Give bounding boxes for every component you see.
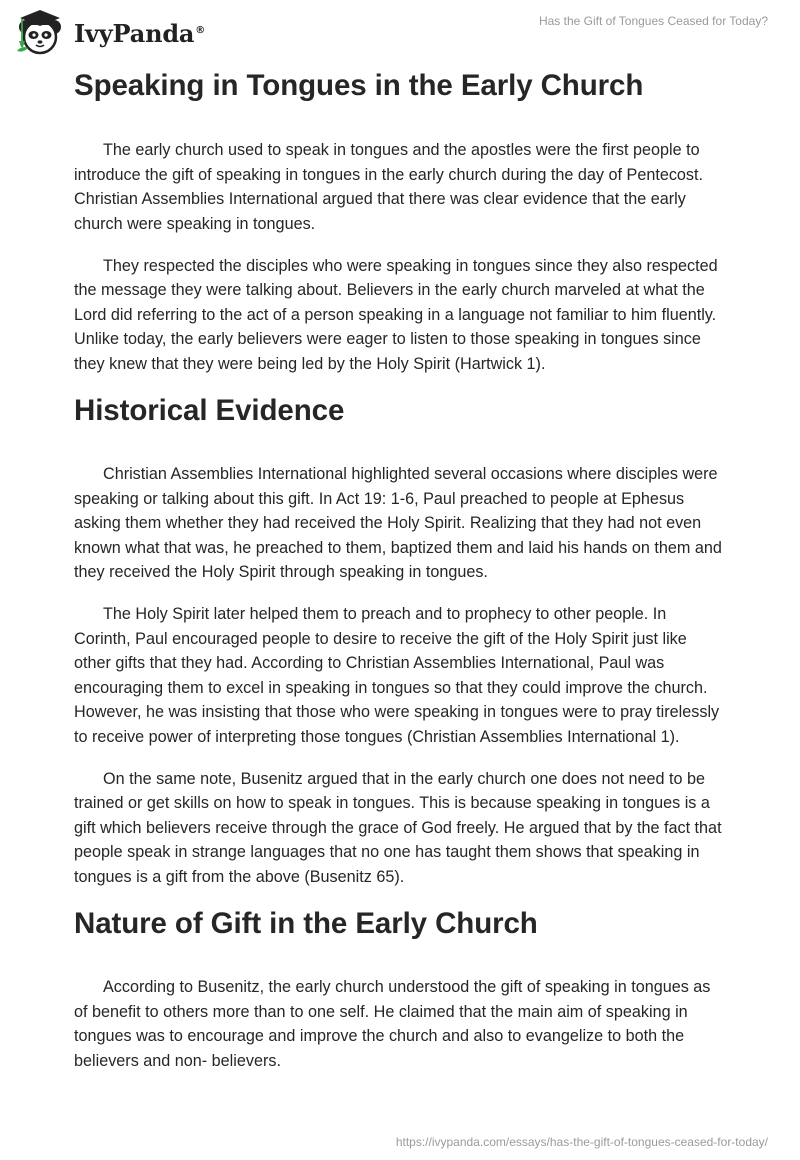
paragraph: On the same note, Busenitz argued that in the early church one does not need to be trained or get skills on how to speak in tongues. This is because speaking in tongues is a gift which believers receive through the grace of God freely. He argued that by the fact that people speak in strange languages that no one has taught them shows that speaking in tongues is a gift from the above (Busenitz 65). — [74, 769, 722, 886]
paragraph: The Holy Spirit later helped them to preach and to prophecy to other people. In Corinth, Paul encouraged people to desire to receive the gift of the Holy Spirit just like other gifts that they had. According to Christian Assemblies International, Paul was encouraging them to excel in speaking in tongues so that they could improve the church. However, he was insisting that those who were speaking in tongues were to pray tirelessly to receive power of interpreting those tongues (Christian Assemblies International 1). — [74, 605, 720, 746]
document-title: Has the Gift of Tongues Ceased for Today? — [538, 14, 768, 28]
section-heading: Historical Evidence — [74, 394, 345, 428]
brand-name: IvyPanda® — [74, 18, 206, 48]
section-heading: Nature of Gift in the Early Church — [74, 906, 538, 940]
section-heading: Speaking in Tongues in the Early Church — [74, 69, 644, 102]
essay-content — [74, 68, 726, 1073]
page-header — [0, 0, 800, 62]
paragraph: They respected the disciples who were speaking in tongues since they also respected the message they were talking about. Believers in the early church marveled at what the Lord did referring to the act of a person speaking in a language not familiar to him fluently. Unlike today, the early believers were eager to listen to those speaking in tongues since they knew that they were being led by the Holy Spirit (Hartwick 1). — [74, 257, 718, 373]
ivypanda-logo[interactable] — [14, 7, 205, 57]
paragraph: Christian Assemblies International highlighted several occasions where disciples were speaking or talking about this gift. In Act 19: 1-6, Paul preached to people at Ephesus asking them whether they had received the Holy Spirit. Realizing that they had not even known what that was, he preached to them, baptized them and laid his hands on them and they received the Holy Spirit through speaking in tongues. — [74, 465, 722, 582]
source-url[interactable]: https://ivypanda.com/essays/has-the-gift-of-tongues-ceased-for-today/ — [395, 1135, 768, 1149]
panda-graduate-icon — [14, 7, 66, 57]
paragraph: According to Busenitz, the early church understood the gift of speaking in tongues as of benefit to others more than to one self. He claimed that the main aim of speaking in tongues was to encourage and improve the church and also to evangelize to both the believers and non- believers. — [74, 978, 711, 1070]
paragraph: The early church used to speak in tongues and the apostles were the first people to introduce the gift of speaking in tongues in the early church during the day of Pentecost. Christian Assemblies International argued that there was clear evidence that the early church were speaking in tongues. — [74, 141, 704, 233]
registered-mark: ® — [195, 24, 206, 36]
